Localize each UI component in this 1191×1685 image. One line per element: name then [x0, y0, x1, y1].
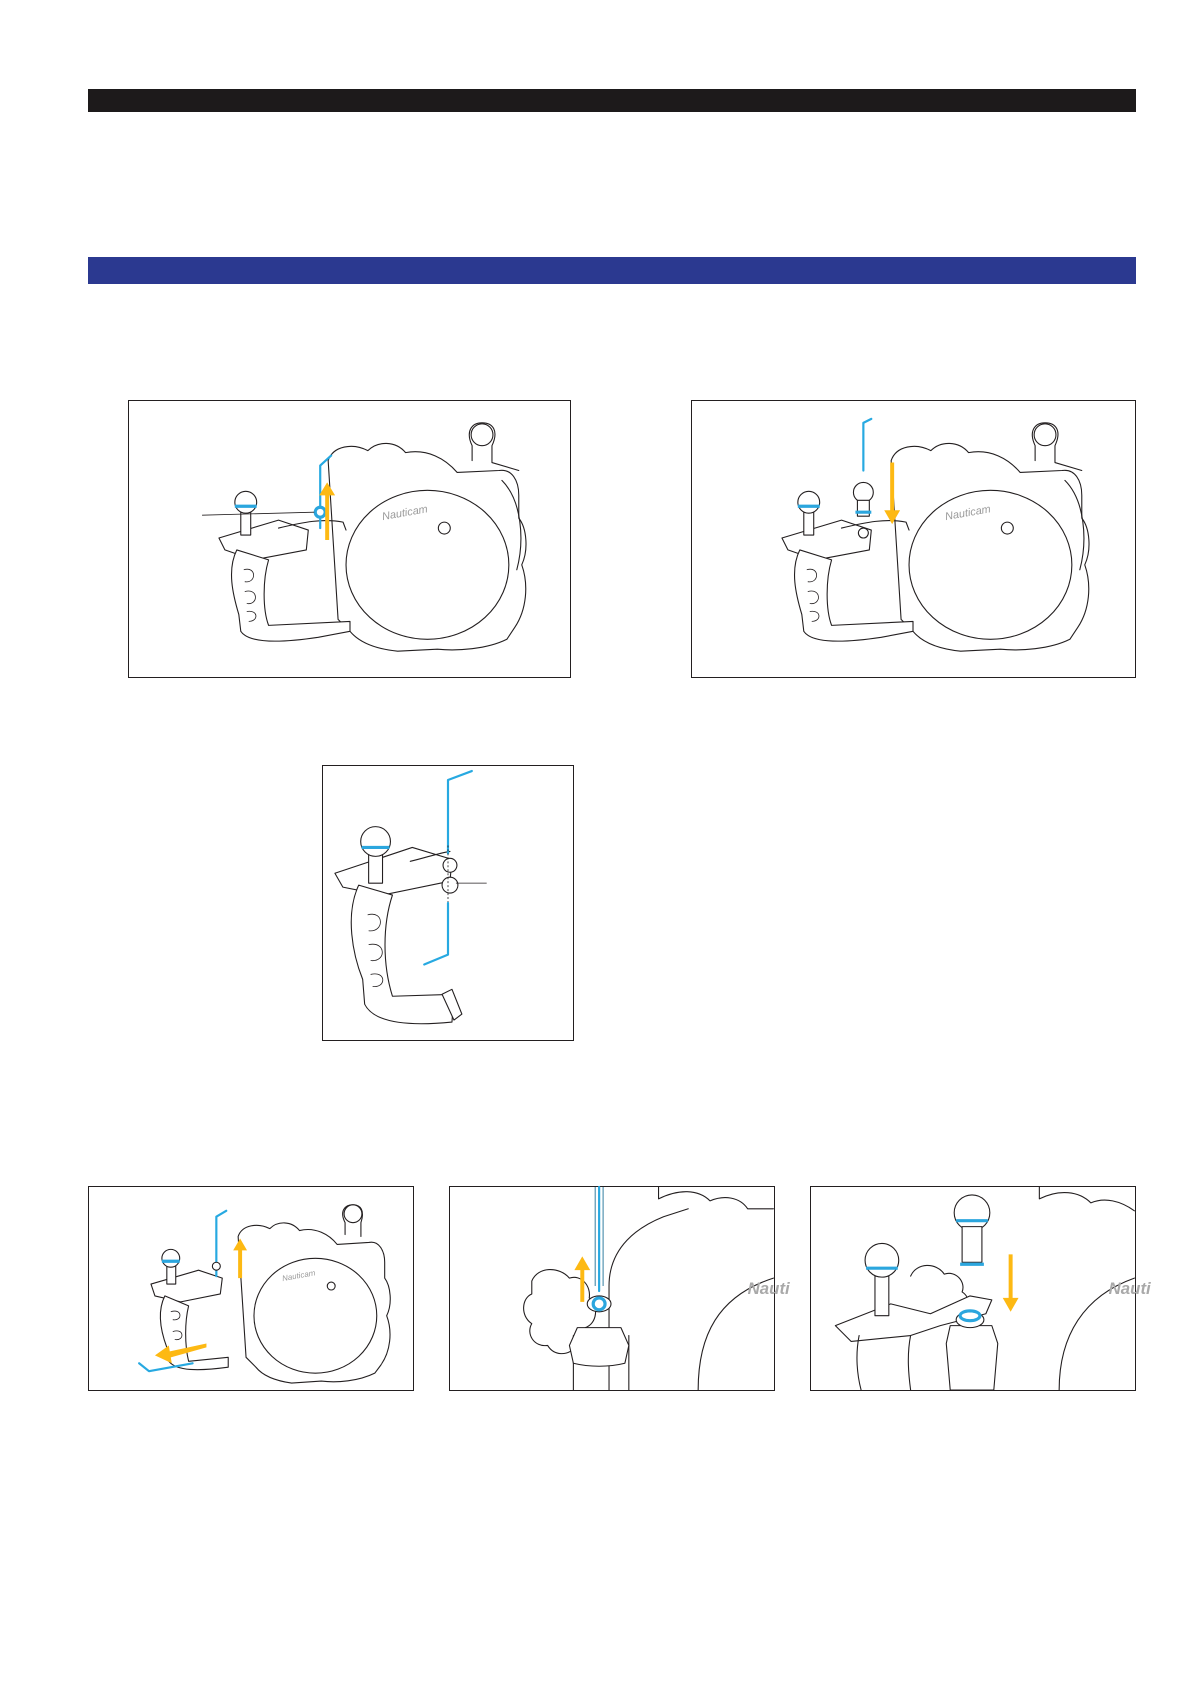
figure-1-remove-ball-mount [128, 400, 571, 678]
hex-key-icon [424, 903, 448, 965]
housing-brand-text: Nauticam [281, 1268, 316, 1284]
figure-4-illustration [89, 1187, 413, 1390]
ball-mount-icon [162, 1249, 180, 1267]
figure-2-install-ball-mount [691, 400, 1136, 678]
figure-3-grip-detail [322, 765, 574, 1041]
figure-1-illustration [129, 401, 570, 677]
chapter-header-bar [88, 89, 1136, 112]
figure-2-illustration [692, 401, 1135, 677]
figure-3-illustration [323, 766, 573, 1040]
arrow-down-icon [1003, 1254, 1019, 1311]
hex-key-icon [448, 771, 472, 853]
housing-logo-icon [1001, 522, 1013, 534]
arrow-up-icon [574, 1256, 590, 1302]
housing-logo-icon [327, 1282, 335, 1290]
housing-outline [891, 443, 1089, 651]
arrow-up-icon [233, 1238, 247, 1278]
grip-handle [232, 550, 350, 641]
grip-handle-outline [857, 1336, 911, 1390]
mount-screw [858, 528, 868, 538]
ball-mount-icon [954, 1195, 990, 1231]
grip-handle [351, 885, 454, 1024]
ball-mount-icon [853, 482, 873, 502]
ball-mount-icon [235, 491, 257, 513]
ball-mount-stem [962, 1227, 982, 1263]
ball-mount-icon [798, 491, 820, 513]
right-handle-outline [502, 480, 521, 569]
housing-outline [328, 443, 526, 651]
housing-outline [238, 1223, 390, 1383]
ball-mount-icon [1034, 424, 1056, 446]
mount-base [569, 1328, 628, 1367]
figure-5-remove-screw-closeup [449, 1186, 790, 1391]
housing-brand-text: Nauticam [381, 503, 429, 524]
ball-mount-icon [865, 1243, 899, 1277]
arrow-down-icon [884, 463, 900, 525]
mount-screw [443, 858, 457, 872]
housing-brand-text: Nauticam [944, 503, 992, 524]
mount-base [946, 1326, 997, 1390]
figure-6-illustration [811, 1187, 1151, 1390]
figure-5-illustration [450, 1187, 790, 1390]
section-header-bar [88, 257, 1136, 284]
callout-line [202, 512, 314, 515]
housing-brand-text: Nauti [747, 1278, 790, 1298]
ball-mount-icon [361, 827, 391, 857]
figure-6-attach-ball-mount-closeup [810, 1186, 1151, 1391]
grip-plate [782, 520, 871, 560]
grip-plate [219, 520, 308, 560]
mount-screw [212, 1262, 220, 1270]
mount-nut [442, 877, 458, 893]
grip-handle [795, 550, 913, 641]
housing-top-outline [659, 1187, 774, 1209]
ball-mount-stem [369, 853, 383, 883]
ball-mount-stem [875, 1276, 889, 1316]
hex-key-icon [863, 419, 871, 471]
housing-top-outline [1039, 1187, 1134, 1211]
housing-brand-text: Nauti [1108, 1278, 1151, 1298]
ball-mount-icon [471, 424, 493, 446]
right-handle-outline [1065, 480, 1084, 569]
figure-4-remove-grip [88, 1186, 414, 1391]
grip-plate [151, 1270, 222, 1302]
ball-mount-icon [344, 1205, 362, 1223]
housing-logo-icon [438, 522, 450, 534]
ball-mount-stem [804, 510, 814, 535]
